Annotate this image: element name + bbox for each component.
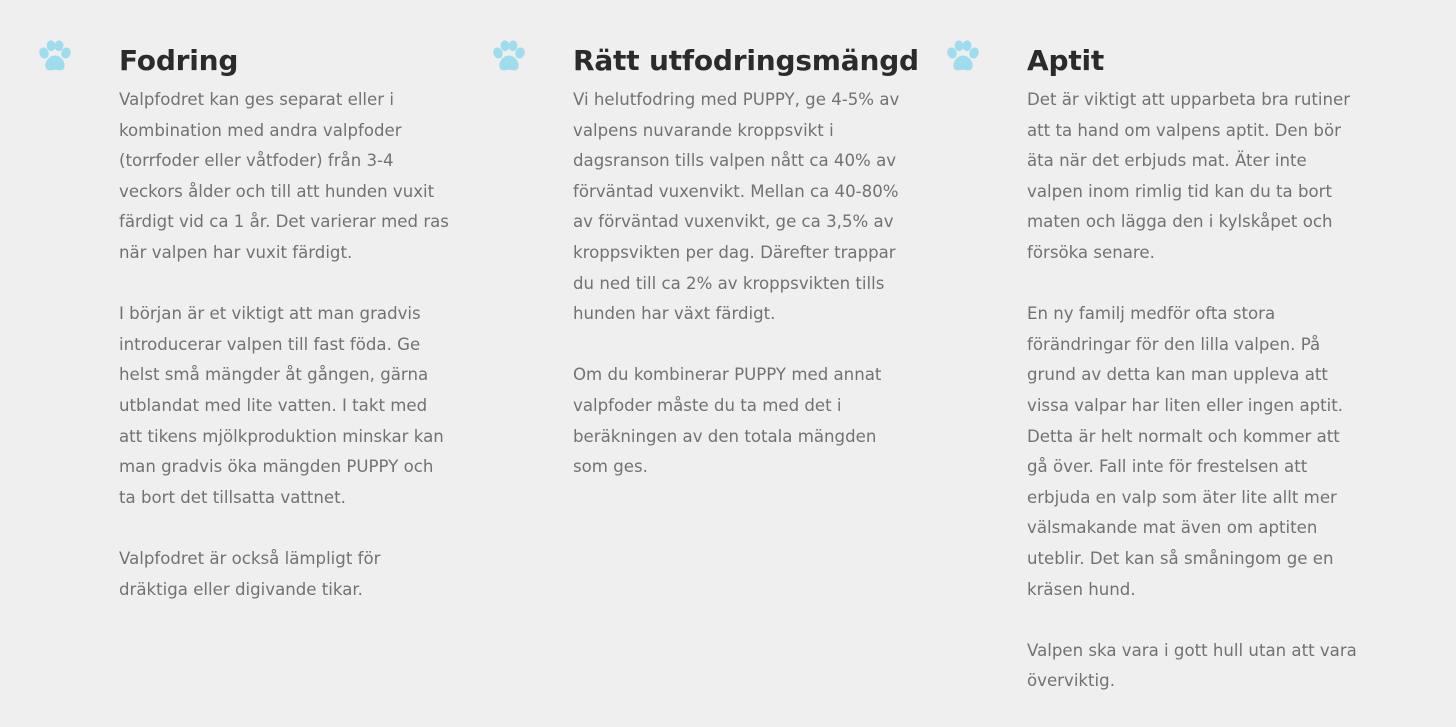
paragraph: Valpfodret är också lämpligt för dräktiga eller digivande tikar. xyxy=(119,548,381,599)
section-content xyxy=(1027,42,1357,727)
section-body xyxy=(1027,85,1357,697)
paragraph: Valpfodret kan ges separat eller i kombination med andra valpfoder (torrfoder eller våtfoder) från 3-4 veckors ålder och till att hunden vuxit färdigt vid ca 1 år. Det varierar med ras när valpen har vuxit färdigt. xyxy=(119,90,449,262)
paragraph: Det är viktigt att upparbeta bra rutiner att ta hand om valpens aptit. Den bör äta när det erbjuds mat. Äter inte valpen inom rimlig tid kan du ta bort maten och lägga den i kylskåpet och försöka senare. xyxy=(1027,90,1351,262)
section-title: Fodring xyxy=(119,44,239,77)
paw-icon xyxy=(37,40,73,74)
paragraph: Vi helutfodring med PUPPY, ge 4-5% av valpens nuvarande kroppsvikt i dagsranson tills valpen nått ca 40% av förväntad vuxenvikt. Mellan ca 40-80% av förväntad vuxenvikt, ge ca 3,5% av kroppsvikten per dag. Därefter trappar du ned till ca 2% av kroppsvikten tills hunden har växt färdigt. xyxy=(573,90,900,324)
paw-icon xyxy=(945,40,981,74)
paw-icon xyxy=(491,40,527,74)
paragraph: I början är et viktigt att man gradvis introducerar valpen till fast föda. Ge helst små mängder åt gången, gärna utblandat med lite vatten. I takt med att tikens mjölkproduktion minskar kan man gradvis öka mängden PUPPY och ta bort det tillsatta vattnet. xyxy=(119,304,444,507)
section-body xyxy=(119,85,449,605)
section-title: Rätt utfodringsmängd xyxy=(573,44,919,77)
paragraph: Valpen ska vara i gott hull utan att vara överviktig. xyxy=(1027,640,1357,691)
paragraph: Om du kombinerar PUPPY med annat valpfoder måste du ta med det i beräkningen av den totala mängden som ges. xyxy=(573,365,882,477)
section-content xyxy=(119,42,449,636)
paragraph: En ny familj medför ofta stora förändringar för den lilla valpen. På grund av detta kan man uppleva att vissa valpar har liten eller ingen aptit. Detta är helt normalt och kommer att gå över. Fall inte för frestelsen att erbjuda en valp som äter lite allt mer välsmakande mat även om aptiten uteblir. Det kan så småningom ge en kräsen hund. xyxy=(1027,304,1344,599)
section-body xyxy=(573,85,903,483)
section-content xyxy=(573,42,919,513)
section-title: Aptit xyxy=(1027,44,1105,77)
